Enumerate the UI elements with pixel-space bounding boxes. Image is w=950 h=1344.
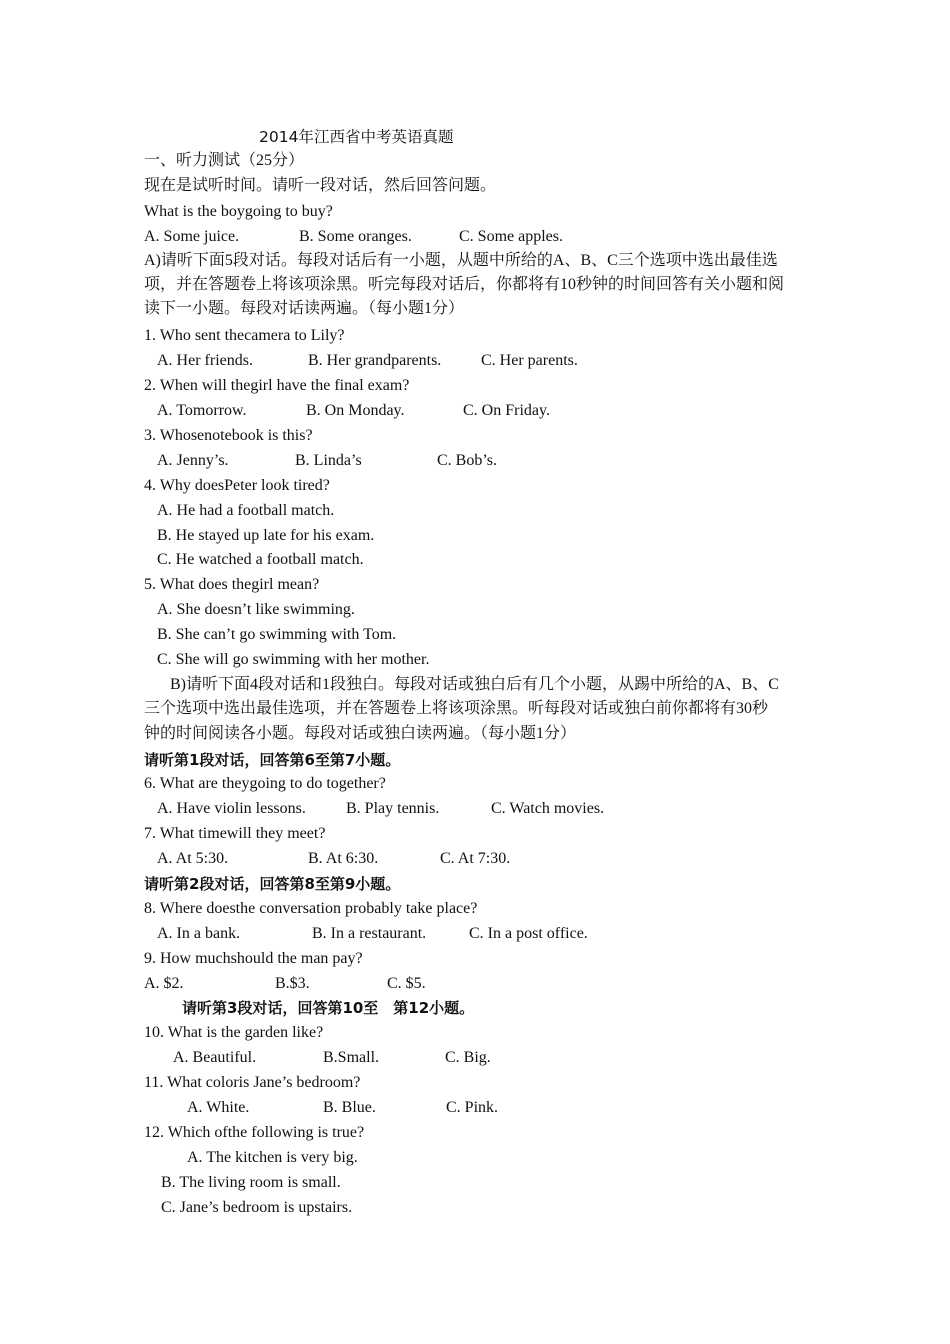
q8-option-b: B. In a restaurant. [312,925,427,942]
question-8: 8. Where doesthe conversation probably take place? [144,900,478,917]
question-4: 4. Why doesPeter look tired? [144,477,330,494]
dialogue-1-heading: 请听第1段对话，回答第6至第7小题。 [144,751,401,769]
q2-option-a: A. Tomorrow. [157,402,247,419]
q10-option-a: A. Beautiful. [173,1049,257,1066]
q7-option-c: C. At 7:30. [440,850,511,867]
q2-option-b: B. On Monday. [306,402,405,419]
q1-option-b: B. Her grandparents. [308,352,442,369]
q5-option-a: A. She doesn’t like swimming. [157,601,355,618]
q6-option-a: A. Have violin lessons. [157,800,306,817]
dialogue-2-heading: 请听第2段对话，回答第8至第9小题。 [144,875,401,893]
part-b-instruction-1: B)请听下面4段对话和1段独白。每段对话或独白后有几个小题，从踢中所给的A、B、C [170,676,779,693]
q3-option-c: C. Bob’s. [437,452,498,469]
q9-option-a: A. $2. [144,975,184,992]
q3-option-a: A. Jenny’s. [157,452,229,469]
trial-option-c: C. Some apples. [459,228,563,245]
trial-option-b: B. Some oranges. [299,228,412,245]
question-5: 5. What does thegirl mean? [144,576,320,593]
trial-intro: 现在是试听时间。请听一段对话，然后回答问题。 [144,177,497,194]
q10-option-b: B.Small. [323,1049,380,1066]
q5-option-b: B. She can’t go swimming with Tom. [157,626,397,643]
q8-option-a: A. In a bank. [157,925,241,942]
question-3: 3. Whosenotebook is this? [144,427,313,444]
q9-option-c: C. $5. [387,975,426,992]
q10-option-c: C. Big. [445,1049,491,1066]
q7-option-b: B. At 6:30. [308,850,379,867]
part-a-instruction-3: 读下一小题。每段对话读两遍。（每小题1分） [144,300,465,317]
q2-option-c: C. On Friday. [463,402,550,419]
question-6: 6. What are theygoing to do together? [144,775,386,792]
q12-option-c: C. Jane’s bedroom is upstairs. [161,1199,353,1216]
question-7: 7. What timewill they meet? [144,825,326,842]
q12-option-b: B. The living room is small. [161,1174,341,1191]
document-title: 2014年江西省中考英语真题 [259,128,454,146]
q9-option-b: B.$3. [275,975,310,992]
q5-option-c: C. She will go swimming with her mother. [157,651,430,668]
q4-option-b: B. He stayed up late for his exam. [157,527,375,544]
q4-option-c: C. He watched a football match. [157,551,364,568]
q7-option-a: A. At 5:30. [157,850,229,867]
part-a-instruction-1: A)请听下面5段对话。每段对话后有一小题，从题中所给的A、B、C三个选项中选出最佳选 [144,252,778,269]
q11-option-c: C. Pink. [446,1099,499,1116]
question-1: 1. Who sent thecamera to Lily? [144,327,345,344]
part-a-instruction-2: 项，并在答题卷上将该项涂黑。听完每段对话后，你都将有10秒钟的时间回答有关小题和阅 [144,276,785,293]
question-2: 2. When will thegirl have the final exam? [144,377,410,394]
question-10: 10. What is the garden like? [144,1024,324,1041]
q1-option-a: A. Her friends. [157,352,253,369]
part-b-instruction-2: 三个选项中选出最佳选项，并在答题卷上将该项涂黑。听每段对话或独白前你都将有30秒 [144,700,769,717]
question-9: 9. How muchshould the man pay? [144,950,363,967]
part-b-instruction-3: 钟的时间阅读各小题。每段对话或独白读两遍。（每小题1分） [144,725,577,742]
q4-option-a: A. He had a football match. [157,502,335,519]
question-11: 11. What coloris Jane’s bedroom? [144,1074,361,1091]
q11-option-b: B. Blue. [323,1099,376,1116]
q6-option-c: C. Watch movies. [491,800,605,817]
q11-option-a: A. White. [187,1099,250,1116]
dialogue-3-heading: 请听第3段对话，回答第10至 第12小题。 [182,999,475,1017]
question-12: 12. Which ofthe following is true? [144,1124,365,1141]
trial-question: What is the boygoing to buy? [144,203,333,220]
q1-option-c: C. Her parents. [481,352,578,369]
q6-option-b: B. Play tennis. [346,800,440,817]
trial-option-a: A. Some juice. [144,228,240,245]
q12-option-a: A. The kitchen is very big. [187,1149,358,1166]
section-heading: 一、听力测试（25分） [144,152,305,169]
q8-option-c: C. In a post office. [469,925,588,942]
q3-option-b: B. Linda’s [295,452,362,469]
